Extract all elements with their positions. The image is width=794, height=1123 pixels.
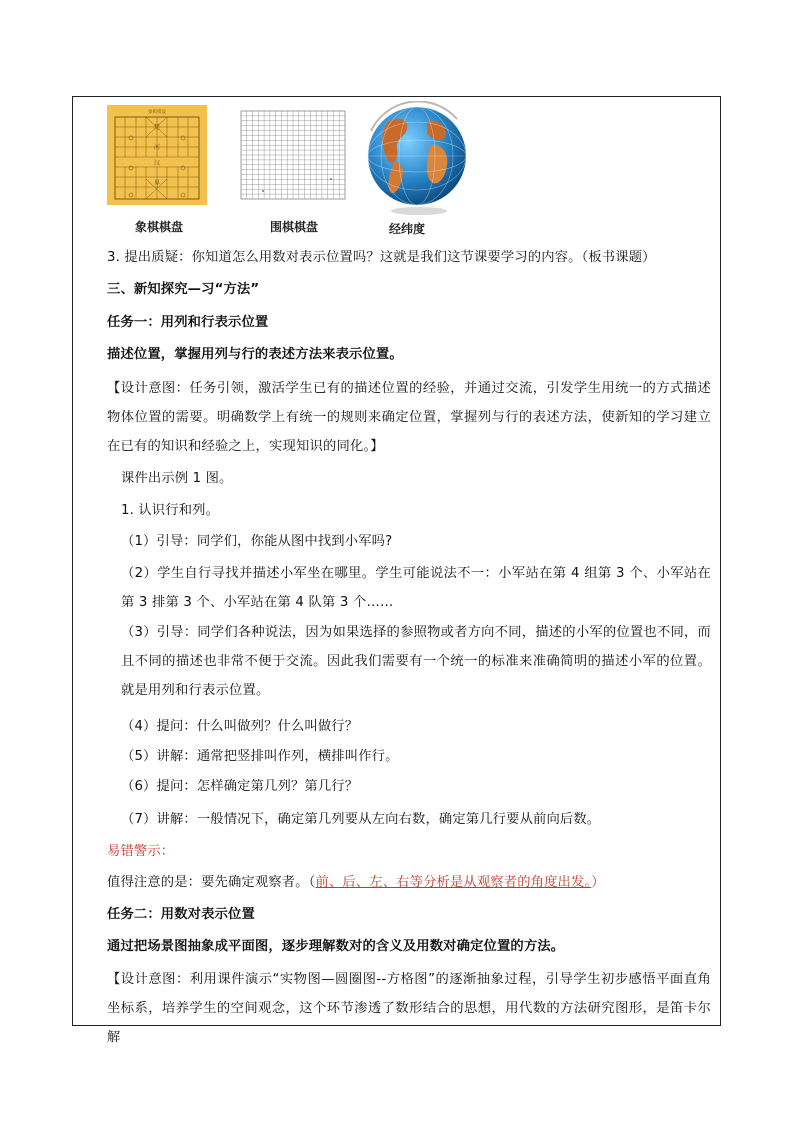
task-one-goal: 描述位置，掌握用列与行的表述方法来表示位置。 bbox=[107, 347, 403, 362]
warning-close: ） bbox=[591, 875, 605, 890]
line-guide-1: （1）引导：同学们，你能从图中找到小军吗? bbox=[121, 534, 393, 549]
chinese-chess-board-image bbox=[107, 105, 207, 205]
warning-text: 值得注意的是：要先确定观察者。（ bbox=[107, 875, 316, 890]
line-question: 3. 提出质疑：你知道怎么用数对表示位置吗？这就是我们这节课要学习的内容。（板书课题） bbox=[107, 250, 656, 265]
document-frame bbox=[72, 96, 721, 1045]
go-board-caption: 围棋棋盘 bbox=[270, 220, 319, 234]
line-question-6: （6）提问：怎样确定第几列？第几行？ bbox=[121, 779, 359, 794]
line-example: 课件出示例 1 图。 bbox=[121, 471, 233, 486]
task-two-heading: 任务二：用数对表示位置 bbox=[107, 907, 255, 922]
chess-river-char: 界 bbox=[153, 180, 161, 187]
chess-river-char: 汉 bbox=[153, 160, 161, 167]
line-guide-3: （3）引导：同学们各种说法，因为如果选择的参照物或者方向不同，描述的小军的位置也不同，而且不同的描述也非常不便于交流。因此我们需要有一个统一的标准来准确简明的描述小军的位置。就是用列和行表示位置。 bbox=[121, 625, 711, 698]
warning-heading: 易错警示： bbox=[107, 844, 175, 859]
line-question-4: （4）提问：什么叫做列？什么叫做行？ bbox=[121, 719, 359, 734]
chess-river-char: 楚 bbox=[153, 124, 161, 131]
chess-river-char: 河 bbox=[153, 144, 161, 151]
chess-board-caption: 象棋棋盘 bbox=[135, 220, 184, 234]
task-one-heading: 任务一：用列和行表示位置 bbox=[107, 315, 269, 330]
design-intent-one: 【设计意图：任务引领，激活学生已有的描述位置的经验，并通过交流，引发学生用统一的方式描述物体位置的需要。明确数学上有统一的规则来确定位置，掌握列与行的表述方法，使新知的学习建立在已有的知识和经验之上，实现知识的同化。】 bbox=[107, 381, 711, 454]
figure-row bbox=[107, 105, 507, 235]
line-step-1: 1. 认识行和列。 bbox=[121, 503, 220, 518]
warning-line bbox=[107, 874, 710, 892]
chess-board-title: 象棋棋盘 bbox=[148, 110, 166, 115]
line-guide-2: （2）学生自行寻找并描述小军坐在哪里。学生可能说法不一：小军站在第 4 组第 3 个、小军站在第 3 排第 3 个、小军站在第 4 队第 3 个…… bbox=[121, 566, 711, 610]
design-intent-two: 【设计意图：利用课件演示“实物图—圆圈图--方格图”的逐渐抽象过程，引导学生初步感悟平面直角坐标系，培养学生的空间观念，这个环节渗透了数形结合的思想，用代数的方法研究图形，是笛卡尔解 bbox=[107, 972, 711, 1045]
globe-caption: 经纬度 bbox=[389, 222, 426, 236]
line-explain-5: （5）讲解：通常把竖排叫作列，横排叫作行。 bbox=[121, 749, 399, 764]
task-two-goal: 通过把场景图抽象成平面图，逐步理解数对的含义及用数对确定位置的方法。 bbox=[107, 939, 565, 954]
section-heading: 三、新知探究—习“方法” bbox=[107, 282, 260, 297]
globe-image bbox=[357, 101, 477, 216]
go-board-image bbox=[239, 109, 347, 201]
line-explain-7: （7）讲解：一般情况下，确定第几列要从左向右数，确定第几行要从前向后数。 bbox=[121, 812, 601, 827]
warning-emphasis: 前、后、左、右等分析是从观察者的角度出发。 bbox=[315, 875, 592, 890]
